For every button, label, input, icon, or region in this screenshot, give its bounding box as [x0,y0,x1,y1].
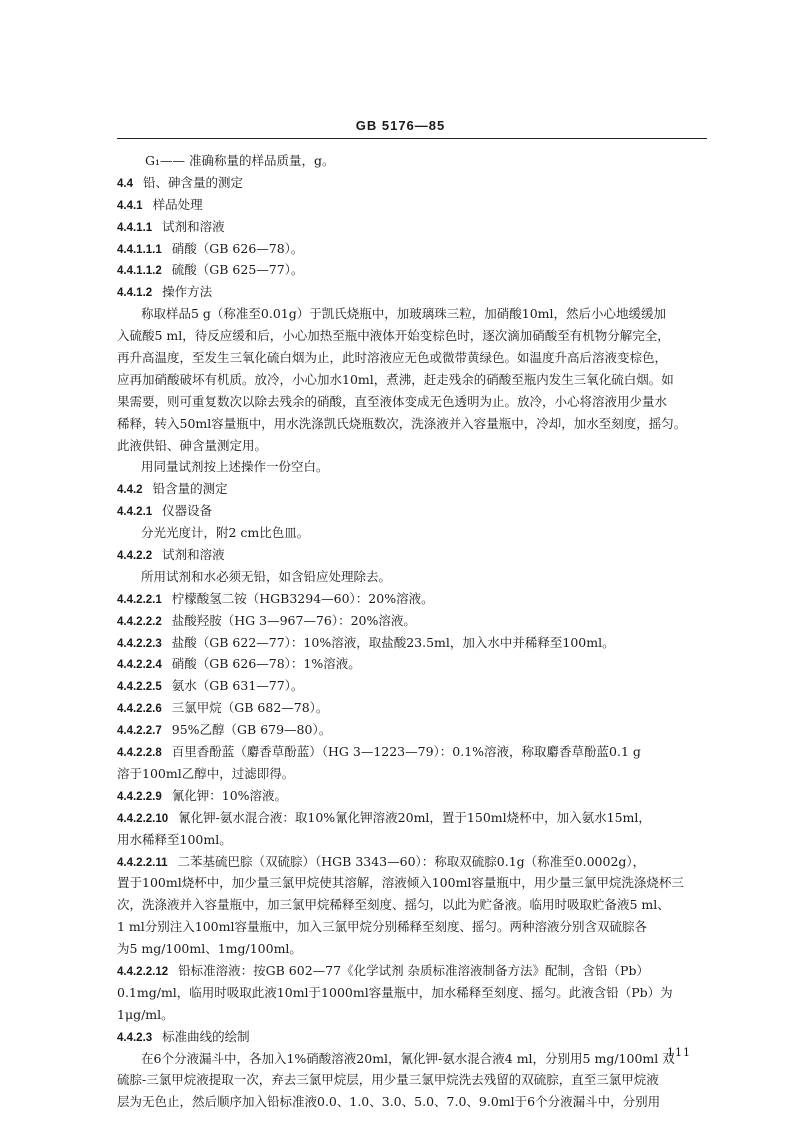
line-text: 1μg/ml。 [117,1006,174,1022]
text-line [117,303,711,325]
line-text: 柠檬酸氢二铵（HGB3294—60）：20%溶液。 [171,590,434,606]
text-line [117,391,711,413]
line-text: 95%乙醇（GB 679—80）。 [171,722,332,738]
section-heading-line [117,807,711,829]
text-line [117,435,711,457]
clause-number: 4.4.1.1 [117,221,153,234]
clause-number: 4.4.2.3 [117,1031,153,1044]
line-text: 百里香酚蓝（麝香草酚蓝）（HG 3—1223—79）：0.1%溶液，称取麝香草酚蓝0.1 g [171,744,641,760]
section-heading-line [117,851,711,873]
document-body [117,150,711,1113]
line-text: 硫酸（GB 625—77）。 [171,262,304,278]
line-text: 称取样品5 g（称准至0.01g）于凯氏烧瓶中，加玻璃珠三粒，加硝酸10ml，然后小心地缓缓加 [141,306,667,322]
line-text: 仪器设备 [162,503,213,519]
line-text: 再升高温度，至发生三氧化硫白烟为止，此时溶液应无色或微带黄绿色。如温度升高后溶液变棕色， [117,350,668,366]
clause-number: 4.4.2.2.5 [117,681,162,694]
line-text: 层为无色止，然后顺序加入铅标准液0.0、1.0、3.0、5.0、7.0、9.0ml于6个分液漏斗中，分别用 [117,1094,661,1110]
line-text: 氨水（GB 631—77）。 [171,678,304,694]
section-heading-line [117,632,711,654]
text-line [117,325,711,347]
line-text: 试剂和溶液 [162,547,225,563]
text-line [117,938,711,960]
section-heading-line [117,259,711,281]
line-text: 在6个分液漏斗中，各加入1%硝酸溶液20ml，氰化钾-氨水混合液4 ml，分别用5 mg/100ml 双 [141,1050,675,1066]
clause-number: 4.4.2.2.3 [117,637,162,650]
line-text: 铅标准溶液：按GB 602—77《化学试剂 杂质标准溶液制备方法》配制，含铅（Pb） [178,962,649,978]
text-line [117,347,711,369]
line-text: 样品处理 [152,196,203,212]
line-text: 三氯甲烷（GB 682—78）。 [171,700,329,716]
line-text: 置于100ml烧杯中，加少量三氯甲烷使其溶解，溶液倾入100ml容量瓶中，用少量三氯甲烷洗涤烧杯三 [117,875,684,891]
text-line [117,763,711,785]
line-text: 果需要，则可重复数次以除去残余的硝酸，直至液体变成无色透明为止。放冷，小心将溶液用少量水 [117,393,668,409]
line-text: 操作方法 [162,284,213,300]
text-line [117,982,711,1004]
line-text: 铅、砷含量的测定 [143,174,244,190]
section-heading-line [117,172,711,194]
clause-number: 4.4.2.2.7 [117,725,162,738]
line-text: 硫腙-三氯甲烷液提取一次，弃去三氯甲烷层，用少量三氯甲烷洗去残留的双硫腙，直至三氯甲烷液 [117,1072,659,1088]
line-text: 硝酸（GB 626—78）：1%溶液。 [171,656,361,672]
text-line [117,916,711,938]
line-text: 溶于100ml乙醇中，过滤即得。 [117,765,295,781]
line-text: G₁—— 准确称量的样品质量，g。 [145,153,335,168]
line-text: 硝酸（GB 626—78）。 [171,240,304,256]
section-heading-line [117,478,711,500]
line-text: 次，洗涤液并入容量瓶中，加三氯甲烷稀释至刻度、摇匀，以此为贮备液。临用时吸取贮备液5 ml、 [117,897,670,913]
clause-number: 4.4.1.1.1 [117,243,162,256]
text-line [117,872,711,894]
section-heading-line [117,785,711,807]
line-text: 标准曲线的绘制 [162,1028,250,1044]
text-line [117,829,711,851]
section-heading-line [117,281,711,303]
clause-number: 4.4.2.2.1 [117,593,162,606]
line-text: 为5 mg/100ml、1mg/100ml。 [117,941,302,957]
line-text: 盐酸（GB 622—77）：10%溶液，取盐酸23.5ml，加入水中并稀释至100ml。 [171,634,615,650]
clause-number: 4.4.2 [117,484,143,497]
line-text: 0.1mg/ml，临用时吸取此液10ml于1000ml容量瓶中，加水稀释至刻度、摇匀。此液含铅（Pb）为 [117,984,673,1000]
text-line [117,1004,711,1026]
section-heading-line [117,1026,711,1048]
line-text: 铅含量的测定 [152,481,228,497]
clause-number: 4.4.2.2.9 [117,790,162,803]
section-heading-line [117,544,711,566]
line-text: 二苯基硫巴腙（双硫腙）（HGB 3343—60）：称取双硫腙0.1g（称准至0.0002g）， [177,853,646,869]
clause-number: 4.4.1.2 [117,287,153,300]
clause-number: 4.4.2.2.8 [117,747,162,760]
text-line [117,1091,711,1113]
text-line [117,1048,711,1070]
clause-number: 4.4.2.1 [117,506,153,519]
text-line [117,1069,711,1091]
line-text: 氰化钾：10%溶液。 [171,787,288,803]
line-text: 用水稀释至100ml。 [117,831,232,847]
section-heading-line [117,500,711,522]
clause-number: 4.4.2.2.6 [117,703,162,716]
clause-number: 4.4.1.1.2 [117,265,162,278]
text-line [117,369,711,391]
line-text: 应再加硝酸破坏有机质。放冷，小心加水10ml，煮沸，赶走残余的硝酸至瓶内发生三氧化硫白烟。如 [117,371,674,387]
section-heading-line [117,588,711,610]
standard-header: GB 5176—85 [355,118,446,133]
section-heading-line [117,960,711,982]
text-line [117,566,711,588]
clause-number: 4.4.2.2.4 [117,659,162,672]
section-heading-line [117,238,711,260]
clause-number: 4.4.1 [117,199,143,212]
line-text: 所用试剂和水必须无铅，如含铅应处理除去。 [141,568,392,584]
section-heading-line [117,675,711,697]
section-heading-line [117,216,711,238]
clause-number: 4.4.2.2.12 [117,965,169,978]
header-rule [117,138,707,139]
clause-number: 4.4.2.2.11 [117,856,168,869]
line-text: 入硫酸5 ml，待反应缓和后，小心加热至瓶中液体开始变棕色时，逐次滴加硝酸至有机物分解完全， [117,328,670,344]
section-heading-line [117,741,711,763]
text-line [117,456,711,478]
line-text: 分光光度计，附2 cm比色皿。 [141,525,310,541]
line-text: 1 ml分别注入100ml容量瓶中，加入三氯甲烷分别稀释至刻度、摇匀。两种溶液分别含双硫腙各 [117,919,647,935]
text-line [117,150,711,172]
clause-number: 4.4 [117,177,133,190]
line-text: 氰化钾-氨水混合液：取10%氰化钾溶液20ml，置于150ml烧杯中，加入氨水15ml， [178,809,651,825]
clause-number: 4.4.2.2 [117,550,153,563]
text-line [117,894,711,916]
section-heading-line [117,653,711,675]
section-heading-line [117,719,711,741]
line-text: 稀释，转入50ml容量瓶中，用水洗涤凯氏烧瓶数次，洗涤液并入容量瓶中，冷却，加水至刻度，摇匀。 [117,415,687,431]
line-text: 盐酸羟胺（HG 3—967—76）：20%溶液。 [171,612,416,628]
clause-number: 4.4.2.2.2 [117,615,162,628]
clause-number: 4.4.2.2.10 [117,812,169,825]
line-text: 此液供铅、砷含量测定用。 [117,437,268,453]
line-text: 用同量试剂按上述操作一份空白。 [141,459,329,475]
section-heading-line [117,697,711,719]
line-text: 试剂和溶液 [162,218,225,234]
text-line [117,522,711,544]
section-heading-line [117,194,711,216]
page-number: 111 [667,1046,691,1059]
section-heading-line [117,610,711,632]
text-line [117,413,711,435]
